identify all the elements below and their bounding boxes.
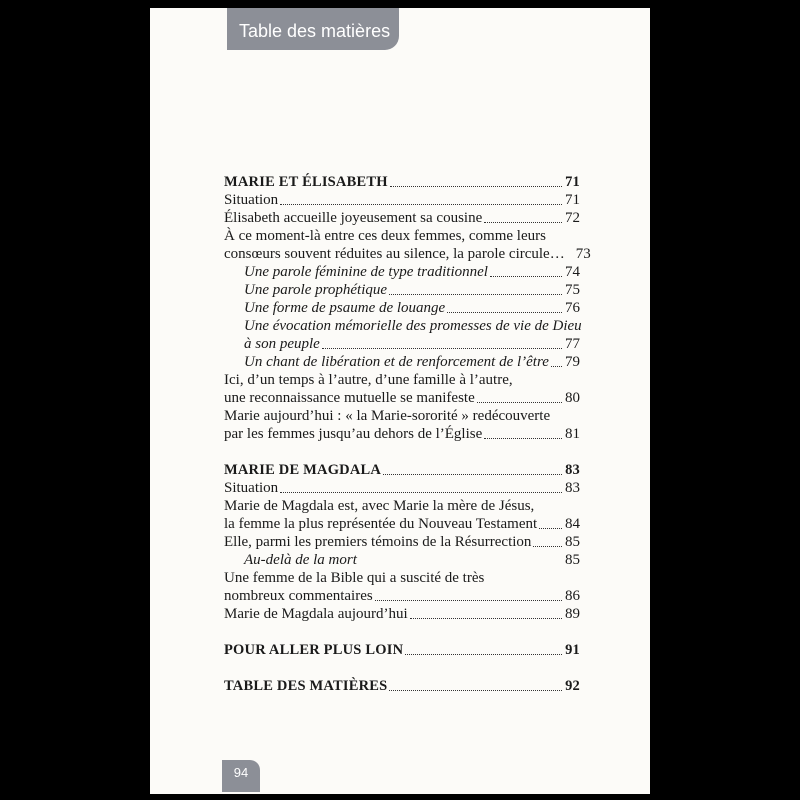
page-ref: 76 bbox=[565, 300, 580, 316]
toc-entry: Situation 71 bbox=[224, 192, 580, 208]
page-ref: 91 bbox=[565, 642, 580, 658]
dot-leader bbox=[410, 618, 562, 619]
toc-entry: la femme la plus représentée du Nouveau Testament 84 bbox=[224, 516, 580, 532]
running-header: Table des matières bbox=[227, 8, 399, 50]
toc-entry-line: Marie de Magdala est, avec Marie la mère de Jésus, bbox=[224, 498, 535, 514]
dot-leader bbox=[447, 312, 562, 313]
dot-leader bbox=[539, 528, 562, 529]
page-ref: 71 bbox=[565, 192, 580, 208]
dot-leader bbox=[477, 402, 562, 403]
toc-subentry: Une forme de psaume de louange 76 bbox=[244, 300, 580, 316]
dot-leader bbox=[280, 492, 562, 493]
toc-entry: une reconnaissance mutuelle se manifeste 80 bbox=[224, 390, 580, 406]
table-of-contents bbox=[224, 173, 591, 695]
dot-leader bbox=[375, 600, 562, 601]
page-ref: 71 bbox=[565, 174, 580, 190]
page-ref: 74 bbox=[565, 264, 580, 280]
dot-leader bbox=[322, 348, 562, 349]
page-number: 94 bbox=[222, 760, 260, 792]
page-ref: 72 bbox=[565, 210, 580, 226]
page-ref: 73 bbox=[575, 246, 591, 262]
toc-entry-line: À ce moment-là entre ces deux femmes, comme leurs bbox=[224, 228, 546, 244]
page-ref: 85 bbox=[565, 534, 580, 550]
page-ref: 84 bbox=[565, 516, 580, 532]
toc-heading-marie-magdala: MARIE DE MAGDALA 83 bbox=[224, 462, 580, 478]
toc-entry: nombreux commentaires 86 bbox=[224, 588, 580, 604]
page-ref: 83 bbox=[565, 462, 580, 478]
toc-entry-line: Une femme de la Bible qui a suscité de très bbox=[224, 570, 485, 586]
dot-leader bbox=[551, 366, 562, 367]
toc-entry: Marie de Magdala aujourd’hui 89 bbox=[224, 606, 580, 622]
dot-leader bbox=[390, 186, 562, 187]
page-ref: 77 bbox=[565, 336, 580, 352]
dot-leader bbox=[533, 546, 562, 547]
toc-entry: Situation 83 bbox=[224, 480, 580, 496]
toc-heading-marie-elisabeth: MARIE ET ÉLISABETH 71 bbox=[224, 174, 580, 190]
dot-leader bbox=[484, 222, 562, 223]
toc-heading-pour-aller-plus-loin: POUR ALLER PLUS LOIN 91 bbox=[224, 642, 580, 658]
toc-heading-table-des-matieres: TABLE DES MATIÈRES 92 bbox=[224, 678, 580, 694]
toc-entry: Élisabeth accueille joyeusement sa cousine 72 bbox=[224, 210, 580, 226]
dot-leader bbox=[490, 276, 562, 277]
page-ref: 86 bbox=[565, 588, 580, 604]
page-ref: 85 bbox=[565, 552, 580, 568]
toc-subentry-line: Une évocation mémorielle des promesses de vie de Dieu bbox=[244, 318, 582, 334]
page-ref: 92 bbox=[565, 678, 580, 694]
toc-entry: Elle, parmi les premiers témoins de la Résurrection 85 bbox=[224, 534, 580, 550]
page-ref: 79 bbox=[565, 354, 580, 370]
dot-leader bbox=[389, 690, 562, 691]
dot-leader bbox=[389, 294, 562, 295]
toc-entry-line: Ici, d’un temps à l’autre, d’une famille à l’autre, bbox=[224, 372, 513, 388]
page-ref: 89 bbox=[565, 606, 580, 622]
dot-leader bbox=[484, 438, 562, 439]
toc-subentry: à son peuple 77 bbox=[244, 336, 580, 352]
page-ref: 75 bbox=[565, 282, 580, 298]
page-ref: 83 bbox=[565, 480, 580, 496]
toc-subentry: Au-delà de la mort 85 bbox=[244, 552, 580, 568]
dot-leader bbox=[280, 204, 562, 205]
toc-entry-line: Marie aujourd’hui : « la Marie-sororité » redécouverte bbox=[224, 408, 551, 424]
toc-subentry: Une parole féminine de type traditionnel 74 bbox=[244, 264, 580, 280]
toc-subentry: Une parole prophétique 75 bbox=[244, 282, 580, 298]
toc-entry: consœurs souvent réduites au silence, la parole circule… 73 bbox=[224, 246, 591, 262]
dot-leader bbox=[405, 654, 562, 655]
page-ref: 81 bbox=[565, 426, 580, 442]
dot-leader bbox=[383, 474, 562, 475]
toc-subentry: Un chant de libération et de renforcement de l’être 79 bbox=[244, 354, 580, 370]
toc-entry: par les femmes jusqu’au dehors de l’Église 81 bbox=[224, 426, 580, 442]
page-ref: 80 bbox=[565, 390, 580, 406]
